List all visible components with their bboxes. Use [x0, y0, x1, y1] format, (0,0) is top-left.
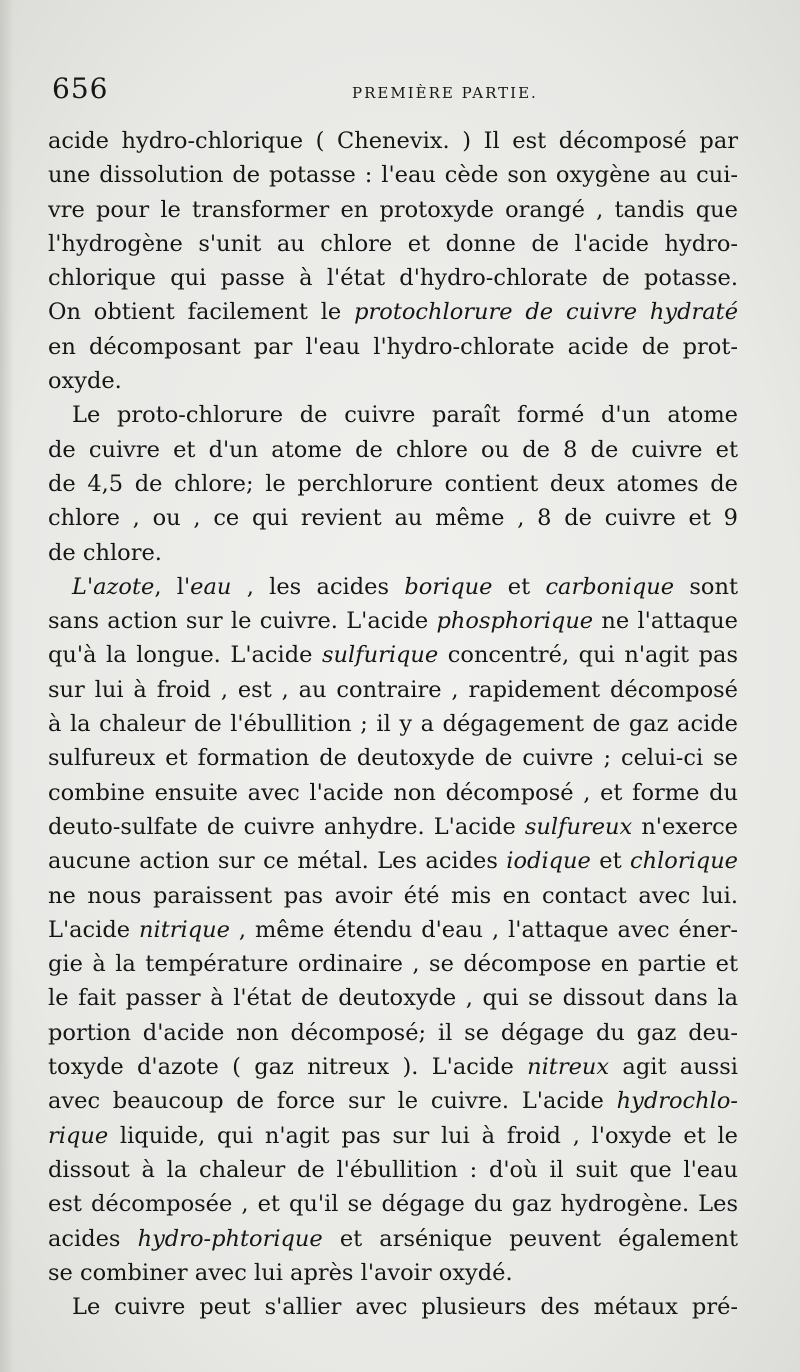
italic-term: phosphorique [436, 608, 594, 635]
text-segment: sont [674, 573, 738, 600]
text-segment: , même étendu d'eau , l'attaque avec éner- [229, 916, 738, 943]
text-line [48, 844, 738, 878]
text-line: dissout à la chaleur de l'ébullition : d'où il suit que l'eau [48, 1156, 738, 1183]
text-segment: concentré, qui n'agit pas [438, 642, 738, 669]
text-segment: n'exerce [632, 813, 738, 840]
text-line: le fait passer à l'état de deutoxyde , qui se dissout dans la [48, 985, 738, 1012]
text-line: chlorique qui passe à l'état d'hydro-chlorate de potasse. [48, 265, 738, 292]
text-line: oxyde. [48, 368, 122, 395]
text-line: acide hydro-chlorique ( Chenevix. ) Il est décomposé par [48, 128, 738, 154]
text-segment: liquide, qui n'agit pas sur lui à froid , l'oxyde et le [108, 1122, 738, 1149]
italic-term: chlorique [630, 848, 738, 875]
text-segment: qu'à la longue. L'acide [48, 642, 323, 669]
text-segment: ne l'attaque [593, 608, 738, 635]
italic-term: protochlorure de cuivre hydraté [354, 299, 739, 326]
italic-term: hydro-phtorique [137, 1225, 323, 1252]
text-line: combine ensuite avec l'acide non décomposé , et forme du [48, 779, 738, 806]
text-line: sulfureux et formation de deutoxyde de cuivre ; celui-ci se [48, 745, 738, 772]
text-line: ne nous paraissent pas avoir été mis en contact avec lui. [48, 882, 738, 909]
text-line: de cuivre et d'un atome de chlore ou de 8 de cuivre et [48, 436, 738, 463]
text-line: de chlore. [48, 539, 162, 566]
text-line [48, 638, 738, 672]
italic-term: borique [404, 573, 493, 600]
text-line [48, 1050, 738, 1084]
italic-term: rique [48, 1122, 109, 1149]
italic-term: L'azote [72, 573, 155, 600]
text-segment: avec beaucoup de force sur le cuivre. L'acide [48, 1088, 617, 1115]
text-segment: agit aussi [609, 1054, 738, 1081]
text-line [48, 1222, 738, 1256]
text-line: gie à la température ordinaire , se décompose en partie et [48, 951, 738, 978]
text-segment: , l' [154, 573, 191, 600]
text-segment: toxyde d'azote ( gaz nitreux ). L'acide [48, 1054, 528, 1081]
text-line: à la chaleur de l'ébullition ; il y a dégagement de gaz acide [48, 711, 738, 738]
text-line: en décomposant par l'eau l'hydro-chlorate acide de prot- [48, 333, 738, 360]
text-line: sur lui à froid , est , au contraire , rapidement décomposé [48, 676, 738, 703]
text-segment: et [590, 848, 630, 875]
text-line [48, 810, 738, 844]
text-line: l'hydrogène s'unit au chlore et donne de l'acide hydro- [48, 230, 738, 257]
text-line [48, 295, 738, 329]
page-edge-shadow [0, 0, 14, 1372]
text-segment: L'acide [48, 916, 140, 943]
italic-term: hydrochlo- [616, 1088, 738, 1115]
text-line: portion d'acide non décomposé; il se dégage du gaz deu- [48, 1019, 738, 1046]
text-line [48, 570, 738, 604]
italic-term: iodique [506, 848, 591, 875]
italic-term: eau [190, 573, 232, 600]
text-line: Le cuivre peut s'allier avec plusieurs des métaux pré- [72, 1294, 738, 1321]
text-segment: sans action sur le cuivre. L'acide [48, 608, 437, 635]
text-line: une dissolution de potasse : l'eau cède son oxygène au cui- [48, 162, 738, 189]
running-head: PREMIÈRE PARTIE. [352, 84, 538, 102]
page-number: 656 [52, 72, 109, 105]
text-line: chlore , ou , ce qui revient au même , 8 de cuivre et 9 [48, 505, 738, 532]
text-segment: et arsénique peuvent également [322, 1225, 738, 1252]
text-segment: On obtient facilement le [48, 299, 355, 326]
text-segment: deuto-sulfate de cuivre anhydre. L'acide [48, 813, 525, 840]
text-line: se combiner avec lui après l'avoir oxydé. [48, 1259, 513, 1286]
text-line [48, 913, 738, 947]
text-line [48, 604, 738, 638]
italic-term: nitrique [139, 916, 230, 943]
italic-term: sulfureux [524, 813, 633, 840]
text-segment: , les acides [231, 573, 405, 600]
italic-term: sulfurique [322, 642, 439, 669]
italic-term: nitreux [527, 1054, 610, 1081]
text-line: est décomposée , et qu'il se dégage du gaz hydrogène. Les [48, 1191, 738, 1218]
text-line: de 4,5 de chlore; le perchlorure contient deux atomes de [48, 470, 738, 497]
italic-term: carbonique [545, 573, 675, 600]
text-line [48, 1084, 738, 1118]
text-segment: acides [48, 1225, 138, 1252]
text-line [48, 1119, 738, 1153]
text-line: Le proto-chlorure de cuivre paraît formé d'un atome [72, 402, 738, 429]
page-header [52, 72, 736, 112]
text-line: vre pour le transformer en protoxyde orangé , tandis que [48, 196, 738, 223]
text-segment: aucune action sur ce métal. Les acides [48, 848, 507, 875]
text-segment: et [492, 573, 546, 600]
body-text [48, 124, 738, 1324]
